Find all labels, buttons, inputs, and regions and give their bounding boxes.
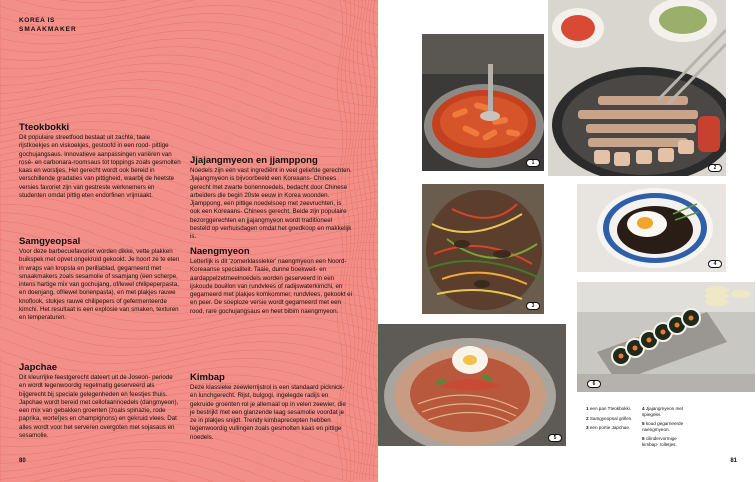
wave-line: [0, 458, 378, 482]
page-number-left: 80: [19, 458, 26, 464]
edge-wave-line: [369, 0, 375, 480]
section-title: Jjajangmyeon en jjamppong: [190, 155, 318, 166]
text-column-1c: [19, 362, 181, 450]
edge-wave-line: [365, 0, 371, 480]
photo-naengmyeon: [378, 324, 566, 446]
jjajangmyeon-image: [577, 184, 726, 272]
photo-tteokbokki: [422, 34, 544, 171]
section-body: Dit populaire streetfood bestaat uit zachte, taaie rijstkoekjes en viskoekjes, gestoofd in een rood- pittige gochujangsaus. Innovatieve aanpassingen variëren van rosé- en carbonara-roomsaus tot toppings zoals gesmolten kaas en worstjes. Het gerecht wordt ook bereid in verschillende gradaties van pittigheid, waarbij de heetste versies favoriet zijn van gestreste werknemers en studenten omdat pittig eten endorfinen vrijmaakt.: [19, 134, 181, 200]
right-page: [378, 0, 756, 482]
section-title: Kimbap: [190, 372, 225, 383]
captions-col-1: [586, 406, 636, 435]
header-line2: SMAAKMAKER: [19, 26, 77, 33]
japchae-image: [422, 184, 544, 314]
caption-5: 5 koud gegarneerde naengmyeon.: [642, 421, 684, 432]
text-column-2: [190, 155, 352, 252]
kimbap-image: [577, 282, 755, 392]
section-title: Japchae: [19, 362, 58, 373]
text-column-1b: [19, 236, 181, 333]
photo-jjajangmyeon: [577, 184, 726, 272]
tteokbokki-image: [422, 34, 544, 171]
wave-line: [0, 450, 378, 482]
section-body: Voor deze barbecuefavoriet worden dikke, vette plakken buikspek met opvet ongekruid gekookt. Je hoort ze te eten in wraps van kropsla en perillablad, gegarneerd met smaakmakers zoals sesamolie of ssamjang (een scherpe, intens hartige mix van gochujang, of/lewel chilipeperpasta, en doenjang, of/lewel bonenpasta), en met plakjes rauwe knoflook, stukjes rauwe chilipepers of gefermenteerde kimchi. Het resultaat is een explosie van smaken, texturen en temperaturen.: [19, 248, 180, 322]
photo-samgyeopsal: [548, 0, 726, 176]
wave-line: [0, 63, 378, 115]
photo-kimbap: [577, 282, 755, 392]
text-column-2b: [190, 246, 352, 326]
photo-number-badge: 1: [526, 159, 540, 167]
text-column-1: [19, 122, 181, 210]
section-body: Dit kleurrijke feestgerecht dateert uit de Joseon- periode en wordt tegenwoordig regelmatig geserveerd als bijgerecht bij speciale gelegenheden en feestjes thuis. Japchae wordt bereid met cellofaannoedels (dangmyeon), een mix van gebakken groenten (zoals spinazie, rode paprika, wortel)es en champignons) en gekruid vlees. Dat alles wordt voor het serveren overgoten met sojasaus en sesamolie.: [19, 374, 179, 440]
wave-line: [0, 0, 378, 3]
samgyeopsal-image: [548, 0, 726, 176]
wave-line: [0, 466, 378, 482]
section-body: Letterlijk is dit 'zomerklassieker' naengmyeon een Noord- Koreaanse specialiteit. Taaie, dunne boekweit- en aardappelzetmeelnoedels worden geserveerd in een ijskoude bouillon van rundvlees of radijswaterkimchi, en gegarneerd met plakjes komkommer, rundvlees, gekookt ei en peer. De soeploze versie wordt gegarneerd met een rood, rare gochujangsaus en heet bibim naengmyeon.: [190, 258, 352, 315]
wave-line: [0, 474, 378, 482]
caption-3: 3 een portie Japchae.: [586, 425, 631, 431]
wave-line: [0, 38, 378, 88]
edge-wave-line: [361, 0, 367, 480]
caption-2: 2 Samgyeopsal grillen.: [586, 415, 633, 421]
caption-1: 1 een pan Tteokbokki.: [586, 406, 632, 411]
photo-number-badge: 5: [548, 434, 562, 442]
edge-wave-line: [353, 0, 359, 480]
photo-japchae: [422, 184, 544, 314]
captions-col-2: [642, 406, 692, 452]
wave-line: [0, 55, 378, 107]
page-number-right: 81: [730, 458, 737, 464]
section-body: Deze klassieke zeewierrijstrol is een standaard picknick- en lunchgerecht. Rijst, bulgogi, ingelegde radijs en gekruide groenten rol je allemaal op in velen zeewier, die je bestrijkt met een glanzende laag sesamolie voordat je ze in plakjes snijdt. Trendy kimbaprecepten hebben tegenwoordig vullingen zoals gesmolten kaas en pittige noedels.: [190, 384, 346, 441]
text-column-2c: [190, 372, 352, 452]
header-line1: KOREA IS: [19, 17, 55, 24]
wave-line: [0, 47, 378, 98]
photo-number-badge: 6: [587, 380, 601, 388]
section-body: Noedels zijn een vast ingrediënt in veel geliefde gerechten. Jjajangmyeon is bijvoorbeeld een Koreaans- Chinees gerecht met zwarte bonennoedels, bedacht door Chinese arbeiders die begin 20ste eeuw in Korea woonden. Jjamppong, een pittige noedelsoep met zeevruchten, is ook een Koreaans- Chinees gerecht. Beide zijn populaire bezorggerechten en jjajangmyeon wordt traditioneel besteld op verhuisdagen omdat het goedkoop en makkelijk is.: [190, 167, 352, 241]
photo-number-badge: 3: [526, 302, 540, 310]
wave-line: [0, 30, 378, 79]
wave-line: [0, 0, 378, 14]
naengmyeon-image: [378, 324, 566, 446]
caption-6: 6 cilindervormige kimbap- rolletjes.: [642, 436, 677, 447]
caption-4: 4 Jjajangmyeon met spiegelei.: [642, 406, 684, 417]
section-title: Samgyeopsal: [19, 236, 81, 247]
section-header: [19, 16, 77, 34]
section-title: Tteokbokki: [19, 122, 70, 133]
photo-number-badge: 2: [708, 164, 722, 172]
section-title: Naengmyeon: [190, 246, 250, 257]
photo-number-badge: 4: [708, 260, 722, 268]
